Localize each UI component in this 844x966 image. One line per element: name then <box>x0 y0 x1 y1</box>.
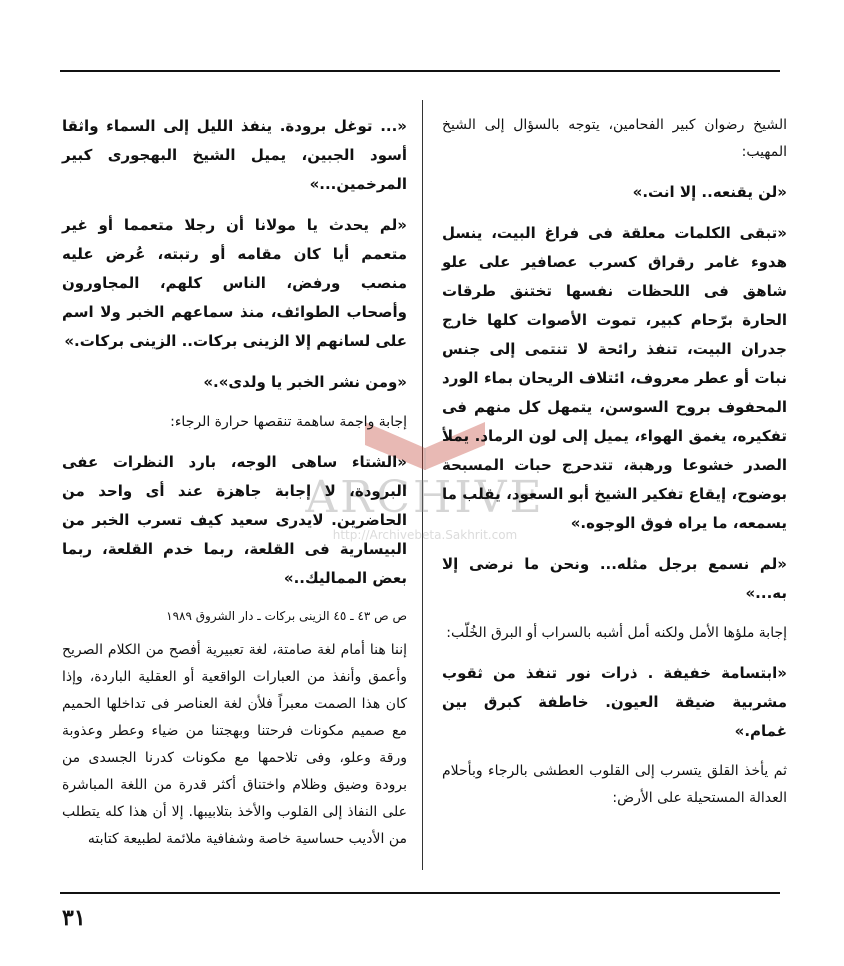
quote-paragraph: «ومن نشر الخبر يا ولدى».» <box>203 373 407 391</box>
watermark-url: http://Archivebeta.Sakhrit.com <box>332 528 518 542</box>
quote-paragraph: «لم نسمع برجل مثله... ونحن ما نرضى إلا به...» <box>442 555 787 602</box>
source-citation: ص ص ٤٣ ـ ٤٥ الزينى بركات ـ دار الشروق ١٩٨٩ <box>166 609 407 623</box>
paragraph: إننا هنا أمام لغة صامتة، لغة تعبيرية أفصح من الكلام الصريح وأعمق وأنفذ من العبارات الواقعية أو العقلية الباردة، وإذا كان هذا الصمت معبراً فلأن لغة العناصر فى تداخلها الحميم مع صميم مكونات فرحتنا وبهجتنا من ضياء وعطر وعذوبة ورقة وعلو، وفى تلاحمها مع مكونات كدرنا الجسدى من برودة وضيق وظلام واختناق أكثر قدرة من اللغة المباشرة على النفاذ إلى القلوب والأخذ بتلابيبها. إلا أن هذا كله يتطلب من الأديب حساسية خاصة وشفافية ملائمة لطبيعة كتابته <box>62 642 407 847</box>
quote-paragraph: «... توغل برودة. ينفذ الليل إلى السماء واثقا أسود الجبين، يميل الشيخ البهجورى كبير المرخمين...» <box>62 117 407 193</box>
top-rule <box>60 70 780 72</box>
paragraph: إجابة واجمة ساهمة تنقصها حرارة الرجاء: <box>170 414 407 430</box>
quote-paragraph: «لن يقنعه.. إلا انت.» <box>632 183 787 201</box>
paragraph: الشيخ رضوان كبير الفحامين، يتوجه بالسؤال إلى الشيخ المهيب: <box>442 117 787 160</box>
paragraph: ثم يأخذ القلق يتسرب إلى القلوب العطشى بالرجاء وبأحلام العدالة المستحيلة على الأرض: <box>442 763 787 806</box>
left-column <box>62 112 407 865</box>
page-number: ٣١ <box>62 905 86 931</box>
quote-paragraph: «تبقى الكلمات معلقة فى فراغ البيت، ينسل هدوء غامر رقراق كسرب عصافير على علو شاهق فى اللحظات نفسها تختنق طرقات الحارة برّحام كبير، تموت الأصوات كلها خارج جدران البيت، تنفذ رائحة لا تنتمى إلى جنس نبات أو عطر معروف، ائتلاف الريحان بماء الورد المحفوف بروح السوسن، يتمهل كل منهم فى تفكيره، يغمق الهواء، يميل إلى لون الرماد. يملأ الصدر خشوعا ورهبة، تتدحرج حبات المسبحة بوضوح، إيقاع تفكير الشيخ أبو السعود، يقلب ما يسمعه، ما يراه فوق الوجوه.» <box>442 224 787 532</box>
paragraph: إجابة ملؤها الأمل ولكنه أمل أشبه بالسراب أو البرق الخُلّب: <box>446 625 787 641</box>
column-divider <box>422 100 423 870</box>
quote-paragraph: «لم يحدث يا مولانا أن رجلا متعمما أو غير متعمم أيا كان مقامه أو رتبته، عُرض عليه منصب ورفض، الناس كلهم، المجاورون وأصحاب الطوائف، منذ سماعهم الخبر ولا اسم على لسانهم إلا الزينى بركات.. الزينى بركات.» <box>62 216 407 350</box>
quote-paragraph: «ابتسامة خفيفة . ذرات نور تنفذ من ثقوب مشربية ضيقة العيون. خاطفة كبرق بين غمام.» <box>442 664 787 740</box>
quote-paragraph: «الشتاء ساهى الوجه، بارد النظرات عفى البرودة، لا إجابة جاهزة عند أى واحد من الحاضرين. لايدرى سعيد كيف تسرب الخبر من البيسارية فى القلعة، ربما خدم القلعة، ربما بعض المماليك..» <box>62 453 407 587</box>
watermark-text: ARCHIVE <box>305 472 545 523</box>
right-column <box>442 112 787 824</box>
bottom-rule <box>60 892 780 894</box>
